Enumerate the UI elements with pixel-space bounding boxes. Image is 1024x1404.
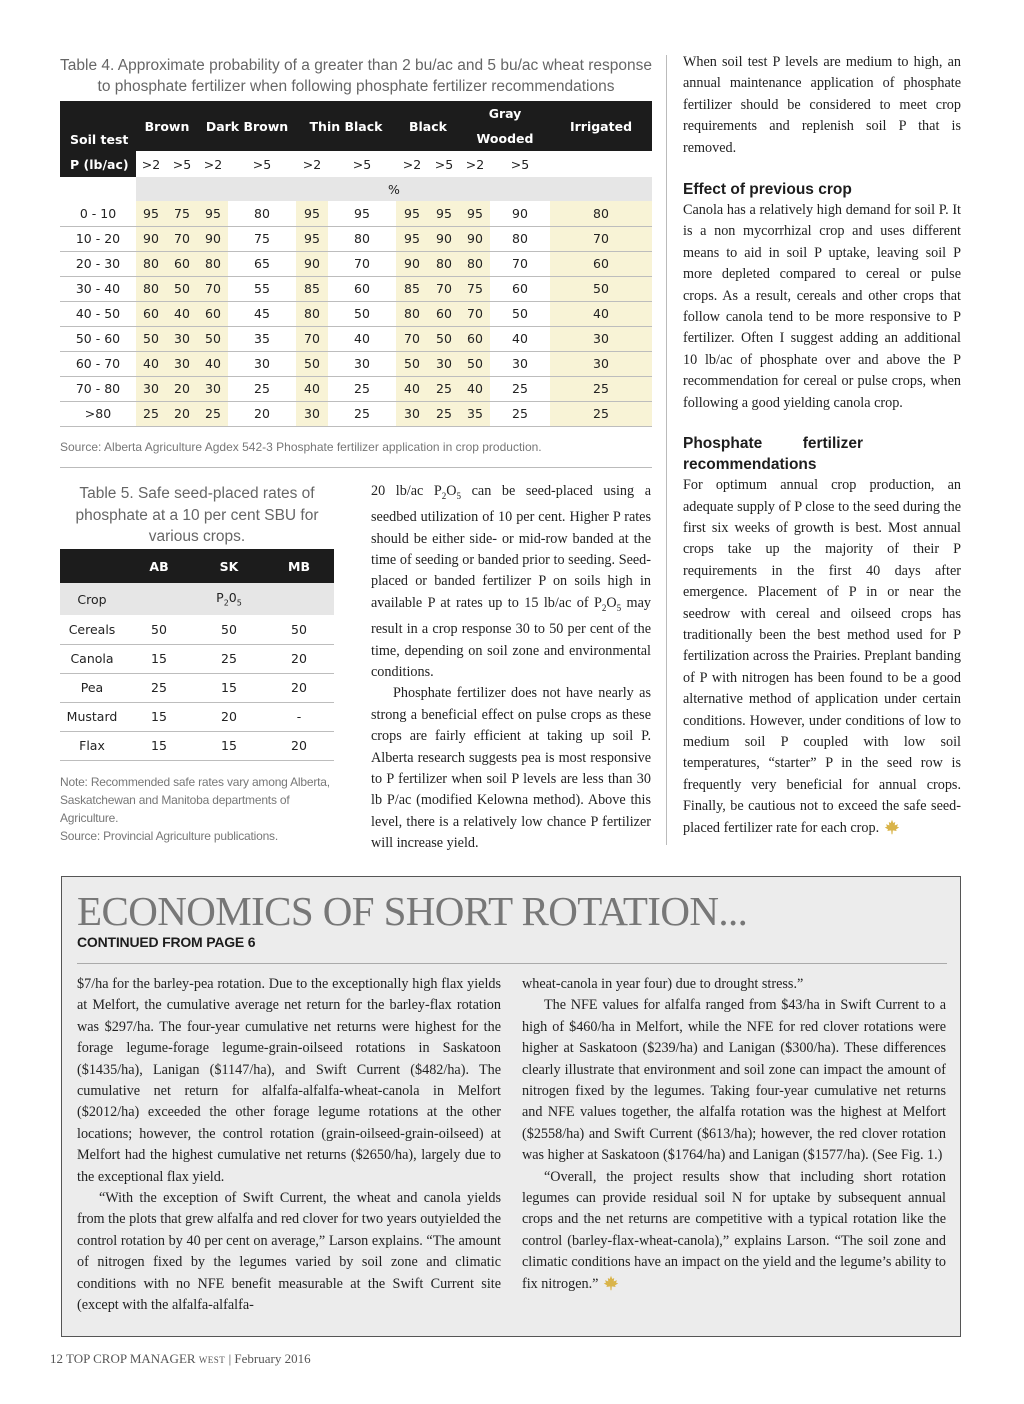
- paragraph: For optimum annual crop production, an adequate supply of P close to the seed during the first six weeks of growth is best. Most annual crops take up the majority of their P requirements in the first 40 days after emergence. Placement of P in or near the seedrow with cereal and oilseed crops has traditionally been the best method used for P fertilization across the Prairies. Preplant banding of P with nitrogen has been found to be a good alternative method of application under certain conditions. However, under conditions of low to medium soil P coupled with low soil temperatures, “starter” P in the seed row is frequently very beneficial for annual crops. Finally, be cautious not to exceed the safe seed-placed fertilizer rate for each crop.: [683, 477, 961, 836]
- table5-cell: 25: [194, 644, 264, 673]
- table4-cell: 70: [166, 226, 198, 251]
- table4-cell: 60: [490, 276, 550, 301]
- table4-cell: 40: [396, 376, 428, 401]
- maple-leaf-icon: [602, 1275, 620, 1291]
- table-row: [60, 301, 652, 326]
- table4-cell: 90: [396, 251, 428, 276]
- issue-date: February 2016: [234, 1351, 311, 1366]
- continued-from-label: CONTINUED FROM PAGE 6: [77, 934, 256, 950]
- paragraph: “Overall, the project results show that including short rotation legumes can provide residual soil N for uptake by subsequent annual crops and the net returns are competitive with a typical rotation like the control (barley-flax-wheat-canola),” explains Larson. “The soil zone and climatic conditions have an impact on the yield and the legume’s ability to fix nitrogen.”: [522, 1168, 946, 1292]
- table4-cell: 95: [396, 201, 428, 226]
- continued-article-title: ECONOMICS OF SHORT ROTATION...: [77, 888, 748, 934]
- table4-cell: 30: [550, 326, 652, 351]
- table4-cell: 40: [198, 351, 228, 376]
- table4-cell: 50: [296, 351, 328, 376]
- table4-cell: 60: [136, 301, 166, 326]
- footer-separator: |: [228, 1351, 232, 1366]
- table4-cell: 50: [428, 326, 460, 351]
- table5-cell: 50: [194, 615, 264, 644]
- table4-cell: 40: [296, 376, 328, 401]
- table4-cell: 25: [550, 376, 652, 401]
- table4-cell: 90: [136, 226, 166, 251]
- table-row: [60, 644, 334, 673]
- table4-cell: 50: [550, 276, 652, 301]
- table4-range: 60 - 70: [60, 351, 136, 376]
- table5-unit-main: P: [216, 590, 224, 606]
- table4-cell: 35: [460, 401, 490, 426]
- table4-cell: 30: [198, 376, 228, 401]
- table-row: [60, 615, 334, 644]
- table4-zone: Black: [396, 101, 460, 151]
- table4-cell: 50: [490, 301, 550, 326]
- table4-cell: 30: [166, 326, 198, 351]
- table4-cell: 25: [490, 401, 550, 426]
- table5-cell: 20: [264, 644, 334, 673]
- table4-cell: 50: [198, 326, 228, 351]
- table5-cell: 20: [264, 731, 334, 760]
- table4-cell: 45: [228, 301, 296, 326]
- table4-cell: 50: [460, 351, 490, 376]
- table-row: [60, 276, 652, 301]
- table4-cell: 95: [296, 201, 328, 226]
- table4-cell: 90: [198, 226, 228, 251]
- table5-unit-mid: 0: [228, 590, 237, 606]
- table4-cell: 30: [550, 351, 652, 376]
- table4-cell: 20: [228, 401, 296, 426]
- table4-cell: 80: [136, 251, 166, 276]
- table4-cell: 40: [550, 301, 652, 326]
- table-row: [60, 731, 334, 760]
- table4-cell: 40: [490, 326, 550, 351]
- table5-crop: Flax: [60, 731, 124, 760]
- table4-cell: 70: [396, 326, 428, 351]
- table4-cell: 25: [328, 376, 396, 401]
- table4-cell: 20: [166, 401, 198, 426]
- table4-cell: 80: [136, 276, 166, 301]
- continued-article-box: [61, 876, 961, 1337]
- continued-article-right-column: [522, 974, 946, 1295]
- table4-zone: Thin Black: [296, 101, 396, 151]
- table4-cell: 70: [490, 251, 550, 276]
- table4-cell: 30: [428, 351, 460, 376]
- table4-cell: 70: [198, 276, 228, 301]
- table5-crop: Mustard: [60, 702, 124, 731]
- table4-cell: 95: [460, 201, 490, 226]
- table4-cell: 70: [328, 251, 396, 276]
- table4-cell: 70: [296, 326, 328, 351]
- table-row: [60, 673, 334, 702]
- table5-cell: 15: [124, 731, 194, 760]
- table4-range: >80: [60, 401, 136, 426]
- paragraph: Canola has a relatively high demand for soil P. It is a non mycorrhizal crop and uses different means to aid in soil P uptake, leaving soil P more depleted compared to cereal or pulse crops. As a result, cereals and other crops that follow canola tend to be more responsive to P fertilizer. Often I suggest adding an additional 10 lb/ac of phosphate over and above the P recommendation for cereal or pulse crops, when following a good yielding canola crop.: [683, 202, 961, 411]
- table4-cell: 60: [166, 251, 198, 276]
- table4-cell: 25: [198, 401, 228, 426]
- table4-cell: 30: [396, 401, 428, 426]
- table4-cell: 70: [428, 276, 460, 301]
- table4-cell: 25: [428, 401, 460, 426]
- table5-cell: 20: [194, 702, 264, 731]
- table4-cell: 95: [428, 201, 460, 226]
- table4-subheader: >5: [228, 151, 296, 177]
- table4-cell: 80: [328, 226, 396, 251]
- table4-range: 10 - 20: [60, 226, 136, 251]
- table5-crop: Canola: [60, 644, 124, 673]
- table5-notes: [60, 773, 345, 845]
- table4-zone: Brown: [136, 101, 198, 151]
- table4-cell: 25: [428, 376, 460, 401]
- paragraph: wheat-canola in year four) due to drought stress.”: [522, 976, 804, 992]
- table4-zone: Irrigated: [550, 101, 652, 151]
- continued-article-left-column: [77, 974, 501, 1317]
- maple-leaf-icon: [883, 819, 901, 835]
- table4-cell: 60: [328, 276, 396, 301]
- paragraph: 20 lb/ac $P_2O_5$ can be seed-placed using a seedbed utilization of 10 per cent. Higher P rates should be either side- or mid-row banded at the time of seeding or banded prior to seeding. Seed-placed or banded fertilizer P on soils high in available P at rates up to 15 lb/ac of $P_2O_5$ may result in a crop response 30 to 50 per cent of the time, depending on soil zone and environmental conditions.: [371, 483, 651, 680]
- table4-cell: 75: [166, 201, 198, 226]
- table4-subheader: >2: [136, 151, 166, 177]
- table4-zone: Dark Brown: [198, 101, 296, 151]
- article-right-column: [683, 52, 961, 839]
- table4-cell: 90: [460, 226, 490, 251]
- table5-cell: 20: [264, 673, 334, 702]
- table4-cell: 95: [136, 201, 166, 226]
- table5-cell: 25: [124, 673, 194, 702]
- table5-unit-sub: 2: [223, 598, 229, 608]
- table4-cell: 25: [550, 401, 652, 426]
- table4-cell: 40: [166, 301, 198, 326]
- table4-subheader: >2: [460, 151, 490, 177]
- table5-cell: 15: [124, 702, 194, 731]
- table4-cell: 80: [490, 226, 550, 251]
- table4-header-soil-test: Soil test: [60, 101, 136, 151]
- table4-cell: 75: [228, 226, 296, 251]
- table4-zone-label: Gray Wooded: [476, 106, 534, 146]
- paragraph: Phosphate fertilizer does not have nearly as strong a beneficial effect on pulse crops as these crops are fairly efficient at taking up soil P. Alberta research suggests pea is most responsive to P fertilizer when soil P levels are less than 30 lb P/ac (modified Kelowna method). Above this level, there is a relatively low chance P fertilizer will increase yield.: [371, 685, 651, 852]
- table5-province: AB: [124, 549, 194, 583]
- table4-cell: 90: [428, 226, 460, 251]
- page-footer: [50, 1351, 311, 1367]
- page-number: 12: [50, 1351, 63, 1366]
- table4-source: Source: Alberta Agriculture Agdex 542-3 Phosphate fertilizer application in crop production.: [60, 440, 542, 454]
- table5-cell: 15: [194, 673, 264, 702]
- table4-cell: 80: [198, 251, 228, 276]
- table5-crop: Cereals: [60, 615, 124, 644]
- table4-cell: 80: [228, 201, 296, 226]
- table4-cell: 60: [460, 326, 490, 351]
- table4-cell: 25: [328, 401, 396, 426]
- table-row: [60, 702, 334, 731]
- table4-cell: 95: [198, 201, 228, 226]
- table4-cell: 30: [328, 351, 396, 376]
- table4-cell: 80: [296, 301, 328, 326]
- table5-body: [60, 615, 334, 760]
- table-row: [60, 201, 652, 226]
- column-divider: [666, 55, 667, 845]
- table-row: [60, 326, 652, 351]
- table5-source: Source: Provincial Agriculture publications.: [60, 829, 278, 843]
- table5-cell: 15: [124, 644, 194, 673]
- table4-cell: 40: [328, 326, 396, 351]
- table4-cell: 85: [296, 276, 328, 301]
- table4-subheader: >2: [396, 151, 428, 177]
- paragraph: “With the exception of Swift Current, the wheat and canola yields from the plots that grew alfalfa and red clover for two years outyielded the control rotation by 40 per cent on average,” Larson explains. “The amount of nitrogen fixed by the legumes varied by soil zone and climatic conditions with no NFE benefit measurable at the Swift Current site (except with the alfalfa-alfalfa-: [77, 1190, 501, 1314]
- table4-cell: 90: [490, 201, 550, 226]
- section-heading: Effect of previous crop: [683, 181, 852, 199]
- table4-cell: 95: [296, 226, 328, 251]
- table4-cell: 60: [198, 301, 228, 326]
- magazine-name: TOP CROP MANAGER: [66, 1351, 196, 1366]
- paragraph: When soil test P levels are medium to high, an annual maintenance application of phosphate fertilizer should be considered to meet crop requirements and replenish soil P that is removed.: [683, 54, 961, 156]
- table4-range: 70 - 80: [60, 376, 136, 401]
- table4-range: 50 - 60: [60, 326, 136, 351]
- table4-cell: 50: [166, 276, 198, 301]
- table5-caption: Table 5. Safe seed-placed rates of phosphate at a 10 per cent SBU for various crops.: [75, 485, 319, 545]
- table4-cell: 20: [166, 376, 198, 401]
- table4-subheader: >5: [428, 151, 460, 177]
- table4-cell: 80: [396, 301, 428, 326]
- table4-cell: 30: [490, 351, 550, 376]
- table4-cell: 50: [396, 351, 428, 376]
- table4-cell: 35: [228, 326, 296, 351]
- table4-cell: 60: [428, 301, 460, 326]
- table4-cell: 65: [228, 251, 296, 276]
- table4-cell: 80: [550, 201, 652, 226]
- table4-cell: 90: [296, 251, 328, 276]
- table4-range: 0 - 10: [60, 201, 136, 226]
- table5-cell: -: [264, 702, 334, 731]
- table5: [60, 549, 334, 761]
- table4-cell: 70: [550, 226, 652, 251]
- table4-cell: 95: [328, 201, 396, 226]
- table4-cell: 70: [460, 301, 490, 326]
- table4-header-p: P (lb/ac): [60, 151, 136, 177]
- divider: [60, 467, 652, 468]
- table4-range: 30 - 40: [60, 276, 136, 301]
- table5-unit-sub: 5: [236, 598, 242, 608]
- table4-cell: 50: [136, 326, 166, 351]
- table5-note: Note: Recommended safe rates vary among Alberta, Saskatchewan and Manitoba departments of Agriculture.: [60, 775, 330, 825]
- table-row: [60, 251, 652, 276]
- table5-cell: 50: [264, 615, 334, 644]
- table5-cell: 50: [124, 615, 194, 644]
- table4-unit: %: [136, 177, 652, 201]
- table4-cell: 50: [328, 301, 396, 326]
- table-row: [60, 376, 652, 401]
- table5-crop: Pea: [60, 673, 124, 702]
- table4-subheader: >2: [198, 151, 228, 177]
- table4-range: 20 - 30: [60, 251, 136, 276]
- table4-range: 40 - 50: [60, 301, 136, 326]
- table4-cell: 30: [228, 351, 296, 376]
- table5-province: SK: [194, 549, 264, 583]
- section-heading: Phosphate fertilizer recommendations: [683, 435, 863, 474]
- paragraph: The NFE values for alfalfa ranged from $43/ha in Swift Current to a high of $460/ha in Melfort, while the NFE for red clover rotations were higher at Saskatoon ($239/ha) and Lanigan ($300/ha). These differences clearly illustrate that environment and soil zone can impact the amount of nitrogen fixed by the legumes. Taking four-year cumulative net returns and NFE values together, the alfalfa rotation was the highest at Melfort ($2558/ha) and Swift Current ($613/ha); however, the red clover rotation was higher at Saskatoon ($1764/ha) and Lanigan ($1577/ha). (See Fig. 1.): [522, 997, 946, 1164]
- table-row: [60, 401, 652, 426]
- table4-subheader: >5: [328, 151, 396, 177]
- table4-cell: 40: [460, 376, 490, 401]
- table4-zone: [460, 101, 550, 151]
- table-row: [60, 351, 652, 376]
- table4-body: [60, 201, 652, 426]
- table4-cell: 85: [396, 276, 428, 301]
- table4-cell: 25: [136, 401, 166, 426]
- table4-cell: 60: [550, 251, 652, 276]
- table4-caption: Table 4. Approximate probability of a greater than 2 bu/ac and 5 bu/ac wheat response to phosphate fertilizer when following phosphate fertilizer recommendations: [60, 57, 652, 95]
- table4-cell: 80: [428, 251, 460, 276]
- table4-cell: 30: [136, 376, 166, 401]
- magazine-edition: WEST: [198, 1355, 226, 1365]
- table4-cell: 75: [460, 276, 490, 301]
- divider: [77, 963, 947, 964]
- table4-cell: 80: [460, 251, 490, 276]
- table5-unit: [194, 583, 264, 615]
- table4: [60, 101, 652, 427]
- table4-cell: 55: [228, 276, 296, 301]
- table4-cell: 25: [228, 376, 296, 401]
- table4-subheader: >5: [490, 151, 550, 177]
- table4-cell: 30: [166, 351, 198, 376]
- paragraph: $7/ha for the barley-pea rotation. Due to the exceptionally high flax yields at Melfort, the cumulative average net return for the barley-flax rotation was $297/ha. The four-year cumulative net returns were highest for the forage legume-forage legume-grain-oilseed rotations in Saskatoon ($1435/ha), Lanigan ($1147/ha), and Swift Current ($482/ha). The cumulative net return for alfalfa-alfalfa-wheat-canola in Melfort ($2012/ha) exceeded the other forage legume rotations at the other locations; however, the control rotation (grain-oilseed-grain-oilseed) at Melfort had the highest cumulative net returns ($2650/ha), largely due to the exceptional flax yield.: [77, 976, 501, 1185]
- table4-subheader: >2: [296, 151, 328, 177]
- table5-province: MB: [264, 549, 334, 583]
- table5-cell: 15: [194, 731, 264, 760]
- table4-cell: 95: [396, 226, 428, 251]
- table4-cell: 25: [490, 376, 550, 401]
- table4-cell: 30: [296, 401, 328, 426]
- table4-subheader: >5: [166, 151, 198, 177]
- table4-cell: 40: [136, 351, 166, 376]
- table5-crop-label: Crop: [60, 583, 124, 615]
- article-middle-column: [371, 481, 651, 855]
- table-row: [60, 226, 652, 251]
